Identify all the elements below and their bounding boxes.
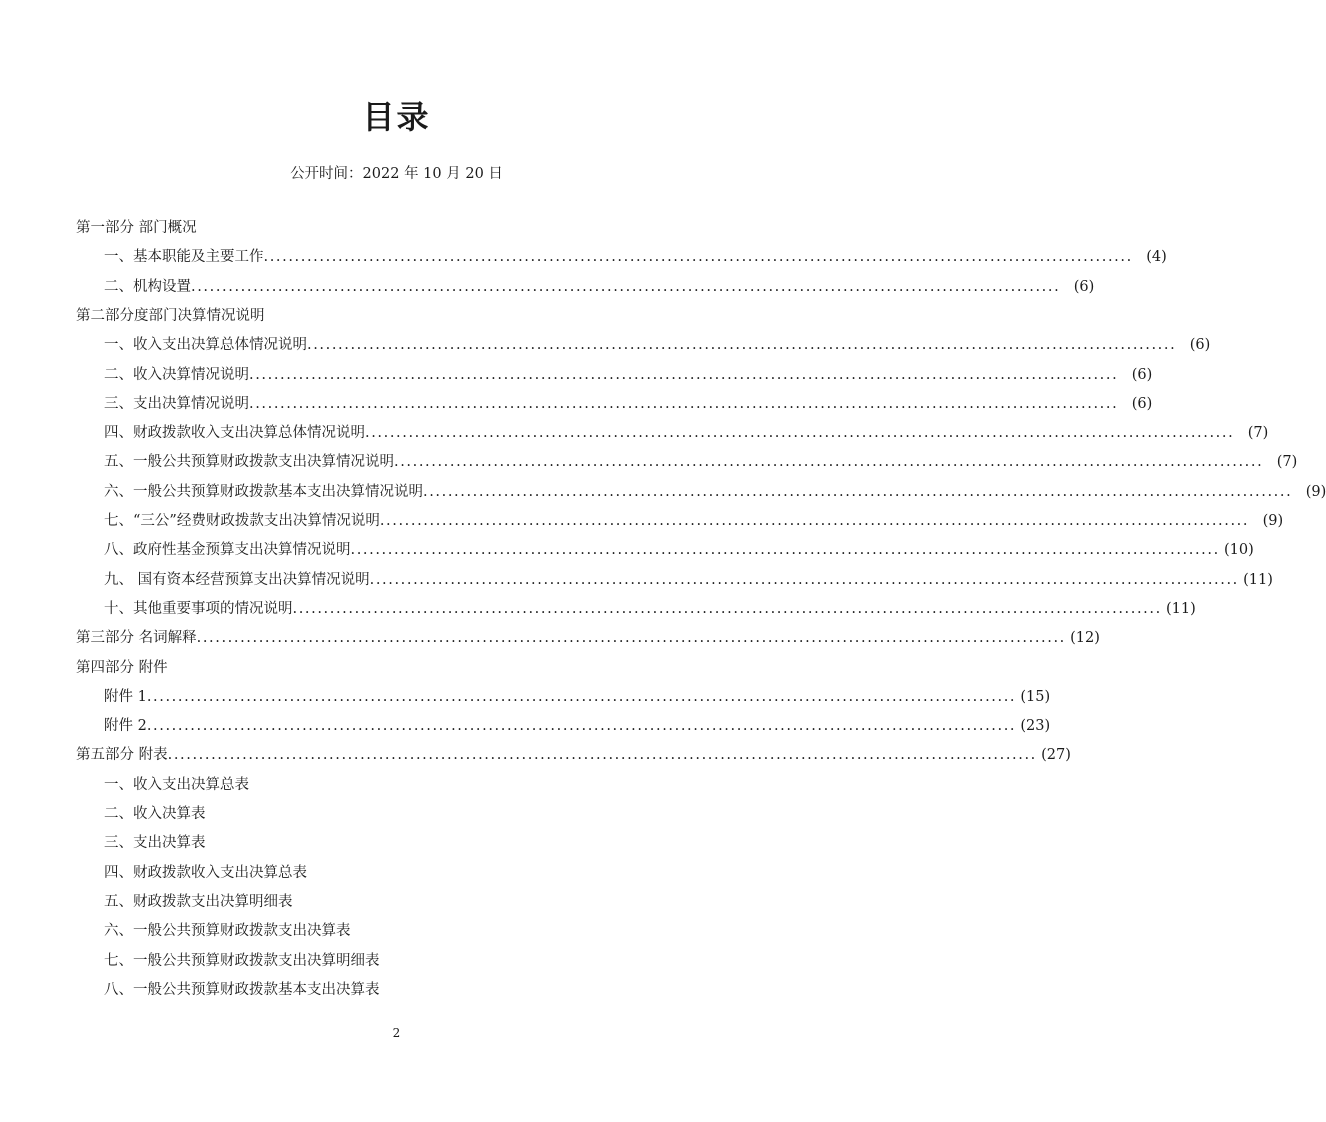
toc-entry-label: 八、政府性基金预算支出决算情况说明 xyxy=(104,542,351,559)
toc-entry[interactable] xyxy=(104,829,678,857)
toc-entry-page: (9) xyxy=(1305,483,1326,500)
toc-leader-dots: ............................................................................................................................................ xyxy=(365,425,1235,442)
toc-entry[interactable] xyxy=(104,888,678,916)
toc-entry-label: 十、其他重要事项的情况说明 xyxy=(104,600,293,617)
toc-entry[interactable] xyxy=(76,214,678,242)
toc-entry-page: (12) xyxy=(1070,630,1100,647)
toc-entry-label: 二、收入决算情况说明 xyxy=(104,366,249,383)
toc-entry-label: 第一部分 部门概况 xyxy=(76,220,197,236)
toc-entry[interactable] xyxy=(104,478,1326,506)
toc-leader-dots: ............................................................................................................................................ xyxy=(191,278,1061,295)
toc-leader-dots: ............................................................................................................................................ xyxy=(292,600,1162,617)
toc-entry[interactable] xyxy=(104,800,678,828)
toc-entry-label: 一、收入支出决算总表 xyxy=(104,776,249,793)
toc-entry-label: 六、一般公共预算财政拨款基本支出决算情况说明 xyxy=(104,483,423,500)
toc-entry[interactable] xyxy=(76,302,678,330)
toc-entry-label: 一、收入支出决算总体情况说明 xyxy=(104,337,307,354)
toc-entry-label: 第四部分 附件 xyxy=(76,659,168,676)
toc-leader-dots: ............................................................................................................................................ xyxy=(167,747,1037,764)
toc-entry-page: (10) xyxy=(1224,542,1254,559)
toc-entry-page: (7) xyxy=(1276,454,1298,471)
toc-entry-label: 七、“三公”经费财政拨款支出决算情况说明 xyxy=(104,513,380,529)
toc-leader-dots: ............................................................................................................................................ xyxy=(350,542,1220,559)
toc-entry-page: (11) xyxy=(1243,571,1273,588)
toc-entry[interactable] xyxy=(104,917,678,945)
toc-entry-page: (23) xyxy=(1020,718,1051,735)
toc-entry-label: 附件 1 xyxy=(104,688,147,705)
toc-entry[interactable] xyxy=(76,654,678,682)
page-number: 2 xyxy=(392,1026,401,1040)
toc-entry[interactable] xyxy=(104,390,1153,418)
toc-entry-page: (4) xyxy=(1146,249,1167,266)
toc-leader-dots: ............................................................................................................................................ xyxy=(249,366,1119,383)
toc-leader-dots: ............................................................................................................................................ xyxy=(249,395,1119,412)
toc-entry[interactable] xyxy=(104,507,1284,535)
toc-entry-label: 附件 2 xyxy=(104,718,147,735)
toc-entry-label: 五、一般公共预算财政拨款支出决算情况说明 xyxy=(104,454,394,471)
toc-leader-dots: ............................................................................................................................................ xyxy=(196,630,1066,647)
toc-entry[interactable] xyxy=(76,741,1071,769)
toc-leader-dots: ............................................................................................................................................ xyxy=(307,337,1177,354)
toc-leader-dots: ............................................................................................................................................ xyxy=(423,483,1293,500)
toc-entry[interactable] xyxy=(104,331,1211,359)
toc-entry-label: 四、财政拨款收入支出决算总表 xyxy=(104,864,307,881)
toc-entry-page: (9) xyxy=(1262,513,1284,529)
toc-entry-page: (6) xyxy=(1131,366,1153,383)
toc-entry[interactable] xyxy=(104,976,678,1004)
toc-entry-label: 第三部分 名词解释 xyxy=(76,630,197,647)
toc-entry-page: (6) xyxy=(1131,395,1153,412)
toc-entry-label: 三、支出决算表 xyxy=(104,835,206,852)
toc-leader-dots: ............................................................................................................................................ xyxy=(146,718,1017,735)
toc-leader-dots: ............................................................................................................................................ xyxy=(394,454,1264,471)
toc-entry[interactable] xyxy=(76,624,1100,652)
toc-entry-label: 六、一般公共预算财政拨款支出决算表 xyxy=(104,923,351,940)
toc-entry[interactable] xyxy=(104,859,678,887)
publish-date: 公开时间：2022 年 10 月 20 日 xyxy=(290,166,503,182)
toc-entry[interactable] xyxy=(104,243,1167,271)
toc-entry-page: (11) xyxy=(1166,600,1196,617)
toc-entry-label: 一、基本职能及主要工作 xyxy=(104,249,264,266)
toc-entry-label: 二、收入决算表 xyxy=(104,806,206,822)
toc-entry[interactable] xyxy=(104,448,1298,476)
toc-entry-label: 五、财政拨款支出决算明细表 xyxy=(104,893,293,910)
toc-leader-dots: ............................................................................................................................................ xyxy=(379,513,1250,529)
toc-entry-label: 第二部分度部门决算情况说明 xyxy=(76,307,265,324)
toc-entry-label: 八、一般公共预算财政拨款基本支出决算表 xyxy=(104,981,380,998)
toc-entry-label: 九、 国有资本经营预算支出决算情况说明 xyxy=(104,571,370,588)
toc-leader-dots: ............................................................................................................................................ xyxy=(369,571,1239,588)
toc-entry[interactable] xyxy=(104,595,1196,623)
toc-entry[interactable] xyxy=(104,771,678,799)
toc-entry[interactable] xyxy=(104,536,1254,564)
toc-entry-page: (27) xyxy=(1041,747,1071,764)
toc-entry[interactable] xyxy=(104,361,1153,389)
toc-entry[interactable] xyxy=(104,273,1095,301)
toc-entry-label: 七、一般公共预算财政拨款支出决算明细表 xyxy=(104,952,380,969)
toc-entry[interactable] xyxy=(104,712,1051,740)
toc-entry-label: 三、支出决算情况说明 xyxy=(104,395,249,412)
toc-entry-label: 四、财政拨款收入支出决算总体情况说明 xyxy=(104,425,365,442)
toc-entry[interactable] xyxy=(104,419,1269,447)
toc-entry[interactable] xyxy=(104,947,678,975)
toc-entry-page: (6) xyxy=(1189,337,1211,354)
page-title: 目录 xyxy=(362,98,431,136)
toc-entry[interactable] xyxy=(104,566,1273,594)
toc-leader-dots: ............................................................................................................................................ xyxy=(263,249,1133,266)
toc-entry-label: 二、机构设置 xyxy=(104,278,191,295)
toc-entry-page: (6) xyxy=(1073,278,1095,295)
toc-entry-label: 第五部分 附表 xyxy=(76,747,168,764)
toc-entry-page: (7) xyxy=(1247,425,1269,442)
toc-entry[interactable] xyxy=(104,683,1051,711)
toc-leader-dots: ............................................................................................................................................ xyxy=(146,688,1017,705)
toc-entry-page: (15) xyxy=(1020,688,1051,705)
